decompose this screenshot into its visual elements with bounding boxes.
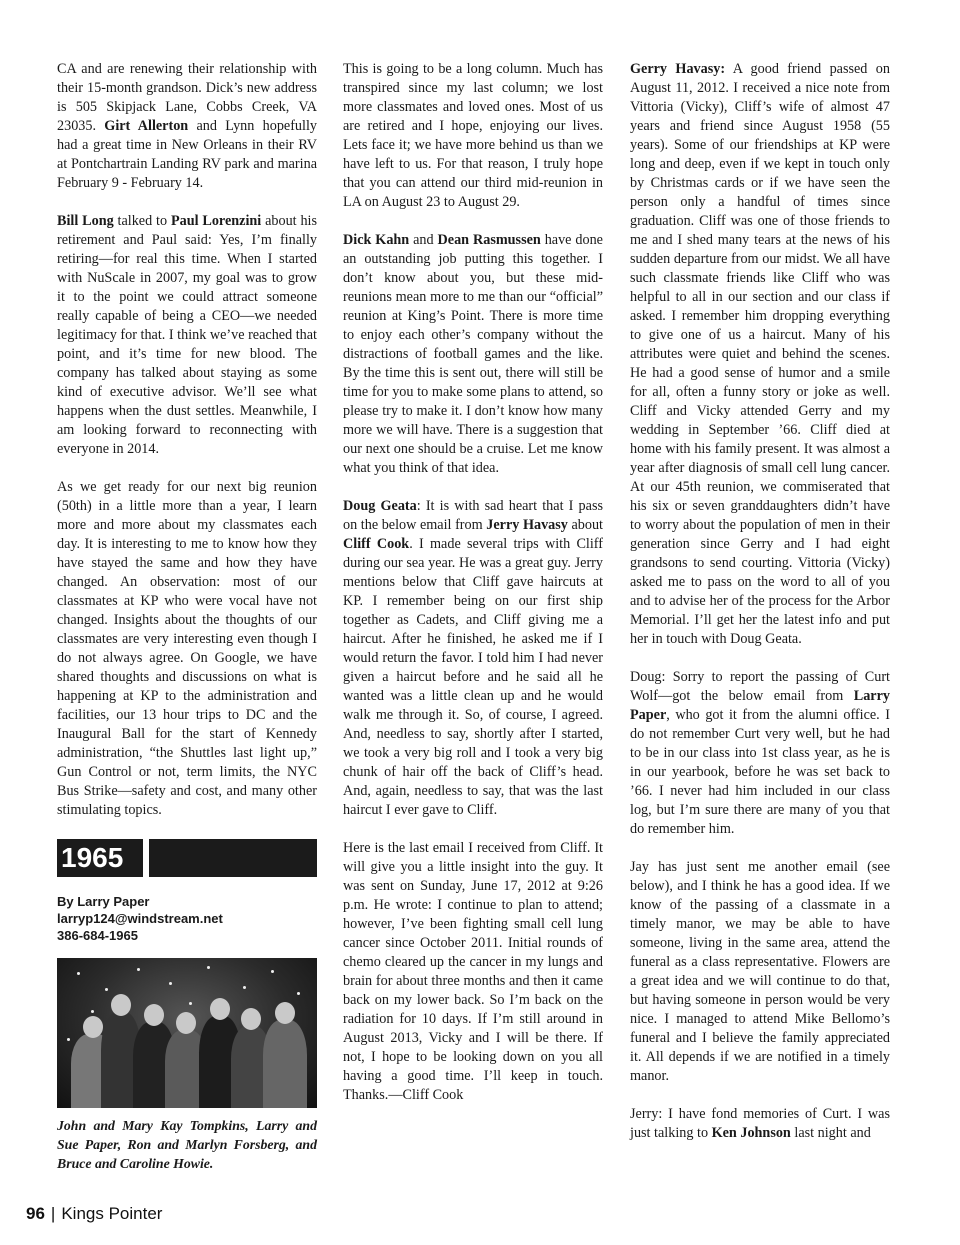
person-name: Doug Geata bbox=[343, 498, 417, 514]
photo-caption: John and Mary Kay Tompkins, Larry and Sue Paper, Ron and Marlyn Forsberg, and Bruce and Caroline Howie. bbox=[57, 1118, 317, 1171]
person-name: Ken Johnson bbox=[711, 1125, 791, 1141]
person-name: Gerry Havasy: bbox=[630, 61, 726, 77]
class-year-banner bbox=[57, 839, 317, 877]
paragraph: Doug: Sorry to report the passing of Curt Wolf—got the below email from Larry Paper, who got it from the alumni office. I do not remember Curt very well, but he had to be in our class into 1st class year, as he is in our yearbook, before he was set back to ’66. I never had him included in our class log, but I’m sure there are many of you that do remember him. bbox=[630, 669, 890, 837]
person-name: Girt Allerton bbox=[104, 118, 189, 134]
person-name: Dick Kahn bbox=[343, 232, 410, 248]
person-name: Cliff Cook bbox=[343, 536, 410, 552]
paragraph: Bill Long talked to Paul Lorenzini about his retirement and Paul said: Yes, I’m finally retiring—for real this time. When I started with NuScale in 2007, my goal was to grow it to the point we could attract someone really capable of being a CEO—we needed legitimacy for that. I think we’ve reached that point, and it’s time for new blood. The company has talked about staying as some kind of executive advisor. We’ll see what happens when the dust settles. Meanwhile, I am looking forward to reconnecting with everyone in 2014. bbox=[57, 213, 318, 457]
paragraph: As we get ready for our next big reunion (50th) in a little more than a year, I learn more and more about my classmates each day. It is interesting to me to know how they have stayed the same and how they have changed. An observation: most of our classmates at KP who were vocal have not changed. Insights about the thoughts of our classmates are very interesting even though I do not always agree. On Google, we have shared thoughts and discussions on what is happening at KP to the administration and facilities, our 13 hour trips to DC and the Inaugural Ball for the start of Kennedy administration, “the Shuttles last light up,” Gun Control or not, term limits, the NYC Bus Strike—safety and cost, and many other stimulating topics. bbox=[57, 479, 317, 818]
person-name: Bill Long bbox=[57, 213, 114, 229]
paragraph: Here is the last email I received from Cliff. It will give you a little insight into the guy. It was sent on Sunday, June 17, 2012 at 9:26 p.m. He wrote: I continue to plan to attend; however, I’ve been fighting small cell lung cancer since October 2011. Initial rounds of chemo cleared up the cancer in my lungs and brain for about three months and then it came back on my lower back. So I’m back on the radiation for 10 days. If I’m still around in August 2013, Vicky and I will be there. If not, I hope to be looking down on you all having a good time. I’ll keep in touch. Thanks.—Cliff Cook bbox=[343, 840, 603, 1103]
author-phone: 386-684-1965 bbox=[57, 928, 138, 943]
paragraph: CA and are renewing their relationship with their 15-month grandson. Dick’s new address is 505 Skipjack Lane, Cobbs Creek, VA 23035. Girt Allerton and Lynn hopefully had a great time in New Orleans in their RV at Pontchartrain Landing RV park and marina February 9 - February 14. bbox=[57, 61, 318, 191]
footer-separator: | bbox=[50, 1204, 56, 1223]
paragraph: Dick Kahn and Dean Rasmussen have done an outstanding job putting this together. I don’t know about you, but these mid-reunions mean more to me than our “official” reunion at King’s Point. There is more time to enjoy each other’s company without the distractions of football games and the like. By the time this is sent out, there will still be time for you to make some plans to attend, so please try to make it. I don’t know how many more we will have. There is a suggestion that our next one should be a cruise. Let me know what you think of that idea. bbox=[343, 232, 603, 476]
paragraph: Jerry: I have fond memories of Curt. I was just talking to Ken Johnson last night and bbox=[630, 1106, 890, 1141]
class-year-label: 1965 bbox=[57, 839, 143, 877]
banner-fill bbox=[149, 839, 317, 877]
author-name: By Larry Paper bbox=[57, 894, 150, 909]
group-photo bbox=[57, 958, 317, 1108]
paragraph: Gerry Havasy: A good friend passed on August 11, 2012. I received a nice note from Vittoria (Vicky), Cliff’s wife of almost 47 years and friend since August 1958 (55 years). Some of our friendships at KP were long and deep, even if we kept in touch only by Christmas cards or if we have seen the person only a handful of times since graduation. Cliff was one of those friends to me and I shed many tears at the news of his sudden departure from our midst. We all have such classmate friends like Cliff who was helpful to all in our section and our class if asked. I remember him dropping everything to give one of us a haircut. Many of his attributes were quiet and behind the scenes. He had a good sense of humor and a smile for all, often a funny story or joke as well. Cliff and Vicky attended Gerry and my wedding in September ’66. Cliff died at home with his family present. It was almost a year after diagnosis of small cell lung cancer. At our 45th reunion, we commiserated that his six or seven granddaughters didn’t have to worry about the population of men in their generation since Gerry and I had eight grandsons to send courting. Vittoria (Vicky) asked me to pass on the word to all of you and to advise her of the process for the Arbor Memorial. I’ll get her the latest info and put her in touch with Doug Geata. bbox=[630, 61, 890, 647]
person-name: Paul Lorenzini bbox=[170, 213, 262, 229]
paragraph: This is going to be a long column. Much has transpired since my last column; we lost more classmates and loved ones. Most of us are retired and I hope, enjoying our lives. Lets face it; we have more behind us than we have left to us. For that reason, I truly hope that you can attend our third mid-reunion in LA on August 23 to August 29. bbox=[343, 61, 603, 210]
column-1 bbox=[57, 60, 317, 1173]
column-2 bbox=[343, 60, 603, 1124]
paragraph: Jay has just sent me another email (see below), and I think he has a good idea. If we know of the passing of a classmate in a timely manor, we may be able to have someone, living in the same area, attend the funeral as a class representative. Flowers are a great idea and we will continue to do that, but having someone in person would be very nice. I managed to attend Mike Bellomo’s funeral and I believe the family appreciated it. All depends if we are notified in a timely manor. bbox=[630, 859, 890, 1084]
publication-name: Kings Pointer bbox=[61, 1204, 163, 1223]
page-footer bbox=[26, 1202, 162, 1226]
page-number: 96 bbox=[26, 1204, 45, 1223]
person-name: Dean Rasmussen bbox=[437, 232, 541, 248]
person-name: Larry Paper bbox=[630, 688, 890, 723]
column-3 bbox=[630, 60, 890, 1162]
author-email: larryp124@windstream.net bbox=[57, 911, 223, 926]
person-name: Jerry Havasy bbox=[486, 517, 568, 533]
byline bbox=[57, 893, 317, 944]
paragraph: Doug Geata: It is with sad heart that I pass on the below email from Jerry Havasy about Cliff Cook. I made several trips with Cliff during our sea year. He was a great guy. Jerry mentions below that Cliff gave haircuts at KP. I remember being on our first ship together as Cadets, and Cliff giving me a haircut. After he finished, he asked me if I would return the favor. I told him I had never given a haircut before and he said all he wanted was a little clean up and he would walk me through it. So, of course, I agreed. And, needless to say, shortly after I started, we took a very big roll and I took a very big chunk of hair off the back of Cliff’s head. And, again, needless to say, that was the last haircut I ever gave to Cliff. bbox=[343, 498, 604, 818]
